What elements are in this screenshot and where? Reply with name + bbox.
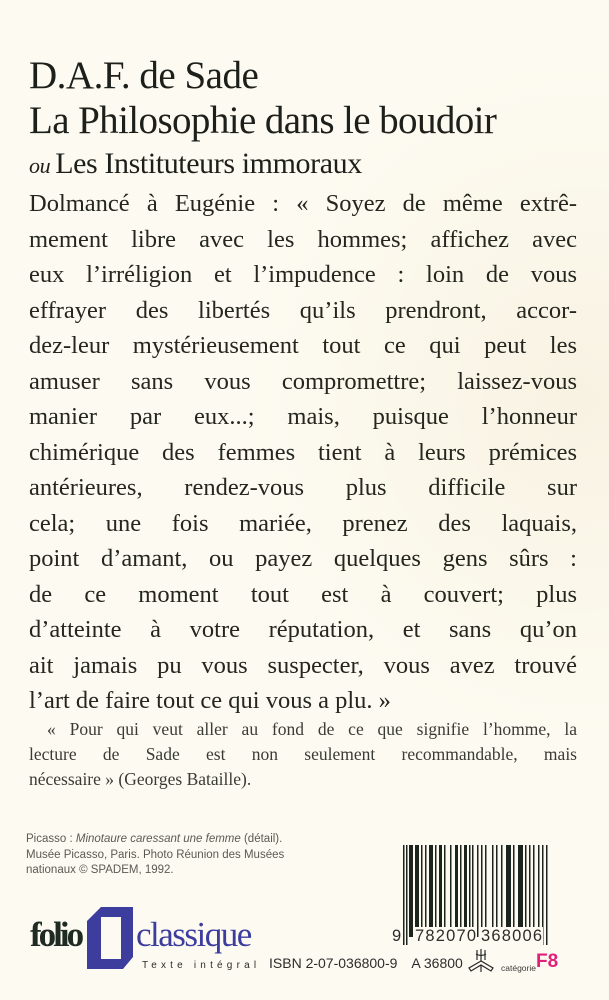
excerpt-line: ait jamais pu vous suspecter, vous avez trouvé xyxy=(29,651,577,679)
excerpt-line: Dolmancé à Eugénie : « Soyez de même extrê- xyxy=(29,190,577,217)
excerpt-line: effrayer des libertés qu’ils prendront, accor- xyxy=(29,296,577,324)
credit-line-2: Musée Picasso, Paris. Photo Réunion des Musées xyxy=(26,848,285,861)
excerpt-line: l’art de faire tout ce qui vous a plu. » xyxy=(29,687,391,714)
isbn-number: ISBN 2-07-036800-9 xyxy=(269,955,398,971)
excerpt-line: amuser sans vous compromettre; laissez-vous xyxy=(29,367,577,395)
folio-book-mark-icon xyxy=(87,907,133,969)
excerpt-line: d’atteinte à votre réputation, et sans qu’on xyxy=(29,616,577,643)
reference-code: A 36800 xyxy=(411,955,463,971)
excerpt-line: manier par eux...; mais, puisque l’honneur xyxy=(29,403,577,430)
logo-collection: classique xyxy=(136,915,251,954)
quote-line: « Pour qui veut aller au fond de ce que signifie l’homme, la xyxy=(47,719,577,739)
book-title: La Philosophie dans le boudoir xyxy=(29,99,497,142)
excerpt-line: mement libre avec les hommes; affichez avec xyxy=(29,225,577,253)
folio-classique-logo xyxy=(30,907,270,977)
excerpt-paragraph xyxy=(29,186,577,719)
gallimard-mark-icon xyxy=(466,948,496,974)
barcode-lead-digit: 9 xyxy=(392,927,403,945)
excerpt-line: point d’amant, ou payez quelques gens sûrs : xyxy=(29,545,577,572)
logo-brand: folio xyxy=(30,915,82,954)
subtitle-connector: ou xyxy=(29,153,51,178)
credit-line-3: nationaux © SPADEM, 1992. xyxy=(26,864,174,876)
excerpt-line: de ce moment tout est à couvert; plus xyxy=(29,580,577,608)
category-code: F8 xyxy=(536,951,559,972)
credit-artwork: Minotaure caressant une femme xyxy=(75,833,241,845)
credit-line-1 xyxy=(26,832,326,848)
image-credit xyxy=(26,832,326,879)
excerpt-line: chimérique des femmes tient à leurs prémices xyxy=(29,438,577,466)
credit-detail: (détail). xyxy=(240,833,283,845)
credit-artist: Picasso : xyxy=(26,833,76,845)
excerpt-line: cela; une fois mariée, prenez des laquais, xyxy=(29,509,577,537)
excerpt-line: eux l’irréligion et l’impudence : loin de vous xyxy=(29,261,577,288)
book-subtitle xyxy=(29,146,362,184)
quote-line: lecture de Sade est non seulement recommandable, mais xyxy=(29,744,577,764)
logo-tagline: Texte intégral xyxy=(142,960,261,971)
bataille-quote xyxy=(29,717,577,792)
quote-line: nécessaire » (Georges Bataille). xyxy=(29,769,252,789)
author-name: D.A.F. de Sade xyxy=(29,54,259,97)
excerpt-line: dez-leur mystérieusement tout ce qui peut les xyxy=(29,332,577,359)
isbn-line xyxy=(269,955,463,971)
category-label: catégorie xyxy=(501,963,536,973)
barcode-group-2: 368006 xyxy=(481,927,544,945)
subtitle-text: Les Instituteurs immoraux xyxy=(55,147,362,180)
ean-barcode xyxy=(392,845,562,945)
excerpt-line: antérieures, rendez-vous plus difficile sur xyxy=(29,474,577,501)
barcode-group-1: 782070 xyxy=(415,927,478,945)
